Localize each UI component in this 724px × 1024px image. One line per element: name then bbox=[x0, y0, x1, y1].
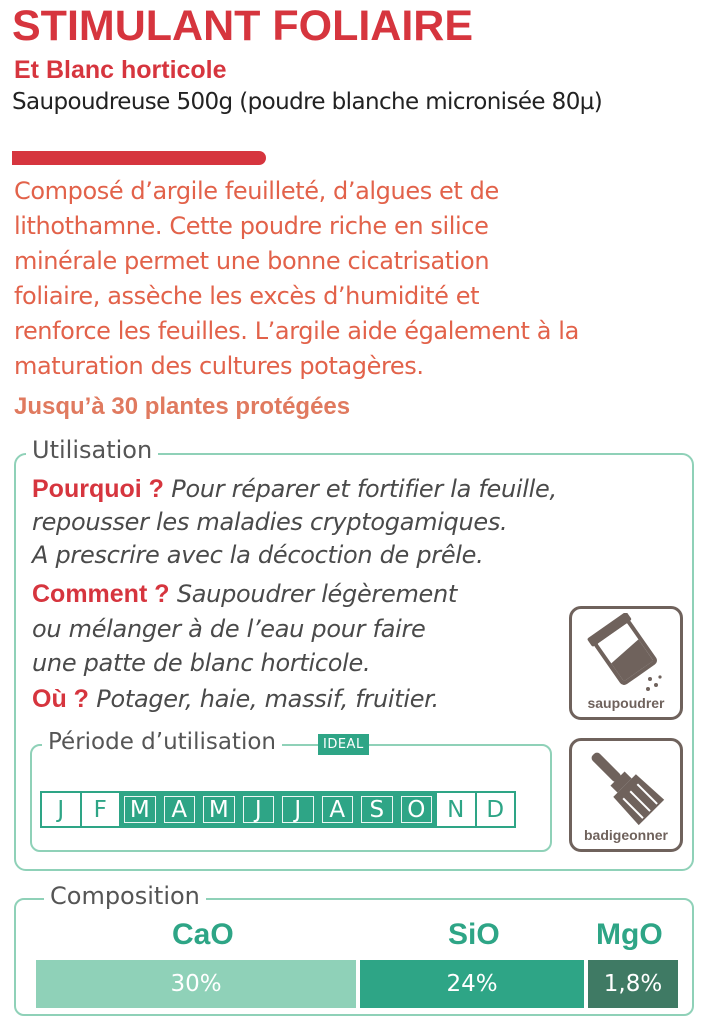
month-cell: A bbox=[317, 791, 359, 828]
month-cell: S bbox=[356, 791, 398, 828]
badigeonner-card bbox=[569, 738, 683, 852]
month-cell: J bbox=[277, 791, 319, 828]
comment-line-1 bbox=[32, 580, 457, 609]
cao-bar: 30% bbox=[36, 960, 356, 1008]
pourquoi-line-2: repousser les maladies cryptogamiques. bbox=[32, 508, 508, 536]
pourquoi-line-3: A prescrire avec la décoction de prêle. bbox=[32, 541, 484, 569]
pourquoi-label: Pourquoi ? bbox=[32, 475, 164, 503]
comment-text: Saupoudrer légèrement bbox=[176, 580, 458, 608]
month-cell: J bbox=[40, 791, 82, 828]
month-calendar bbox=[40, 791, 514, 828]
description-line: minérale permet une bonne cicatrisation bbox=[14, 247, 490, 275]
product-description bbox=[14, 174, 714, 384]
sio-bar: 24% bbox=[360, 960, 584, 1008]
comment-line-3: une patte de blanc horticole. bbox=[32, 649, 371, 677]
utilisation-heading: Utilisation bbox=[26, 436, 158, 464]
paintbrush-icon bbox=[572, 745, 680, 829]
protection-claim: Jusqu’à 30 plantes protégées bbox=[14, 393, 351, 420]
month-cell: N bbox=[435, 791, 477, 828]
product-subtitle: Et Blanc horticole bbox=[14, 56, 227, 84]
month-cell: A bbox=[159, 791, 201, 828]
ou-label: Où ? bbox=[32, 685, 89, 713]
month-cell: D bbox=[475, 791, 517, 828]
saupoudrer-label: saupoudrer bbox=[587, 695, 665, 711]
mgo-label: MgO bbox=[596, 918, 663, 951]
ideal-badge: IDEAL bbox=[318, 734, 369, 755]
period-heading: Période d’utilisation bbox=[42, 729, 282, 755]
month-cell: O bbox=[396, 791, 438, 828]
pourquoi-line-1 bbox=[32, 475, 557, 504]
description-line: maturation des cultures potagères. bbox=[14, 352, 424, 380]
shaker-icon bbox=[572, 613, 680, 697]
month-cell: F bbox=[80, 791, 122, 828]
product-spec: Saupoudreuse 500g (poudre blanche micronisée 80µ) bbox=[12, 89, 603, 115]
comment-label: Comment ? bbox=[32, 580, 170, 608]
description-line: Composé d’argile feuilleté, d’algues et de bbox=[14, 177, 499, 205]
accent-bar bbox=[12, 151, 266, 165]
badigeonner-label: badigeonner bbox=[583, 827, 668, 843]
month-cell: M bbox=[119, 791, 161, 828]
mgo-bar: 1,8% bbox=[588, 960, 678, 1008]
description-line: lithothamne. Cette poudre riche en silice bbox=[14, 212, 489, 240]
ou-text: Potager, haie, massif, fruitier. bbox=[96, 685, 439, 713]
composition-heading: Composition bbox=[44, 882, 206, 910]
month-cell: J bbox=[238, 791, 280, 828]
comment-line-2: ou mélanger à de l’eau pour faire bbox=[32, 615, 426, 643]
product-title: STIMULANT FOLIAIRE bbox=[12, 2, 474, 50]
sio-label: SiO bbox=[448, 918, 500, 951]
description-line: renforce les feuilles. L’argile aide également à la bbox=[14, 317, 579, 345]
cao-label: CaO bbox=[172, 918, 234, 951]
ou-line bbox=[32, 685, 439, 714]
saupoudrer-card bbox=[569, 606, 683, 720]
pourquoi-text: Pour réparer et fortifier la feuille, bbox=[171, 475, 557, 503]
description-line: foliaire, assèche les excès d’humidité et bbox=[14, 282, 480, 310]
month-cell: M bbox=[198, 791, 240, 828]
